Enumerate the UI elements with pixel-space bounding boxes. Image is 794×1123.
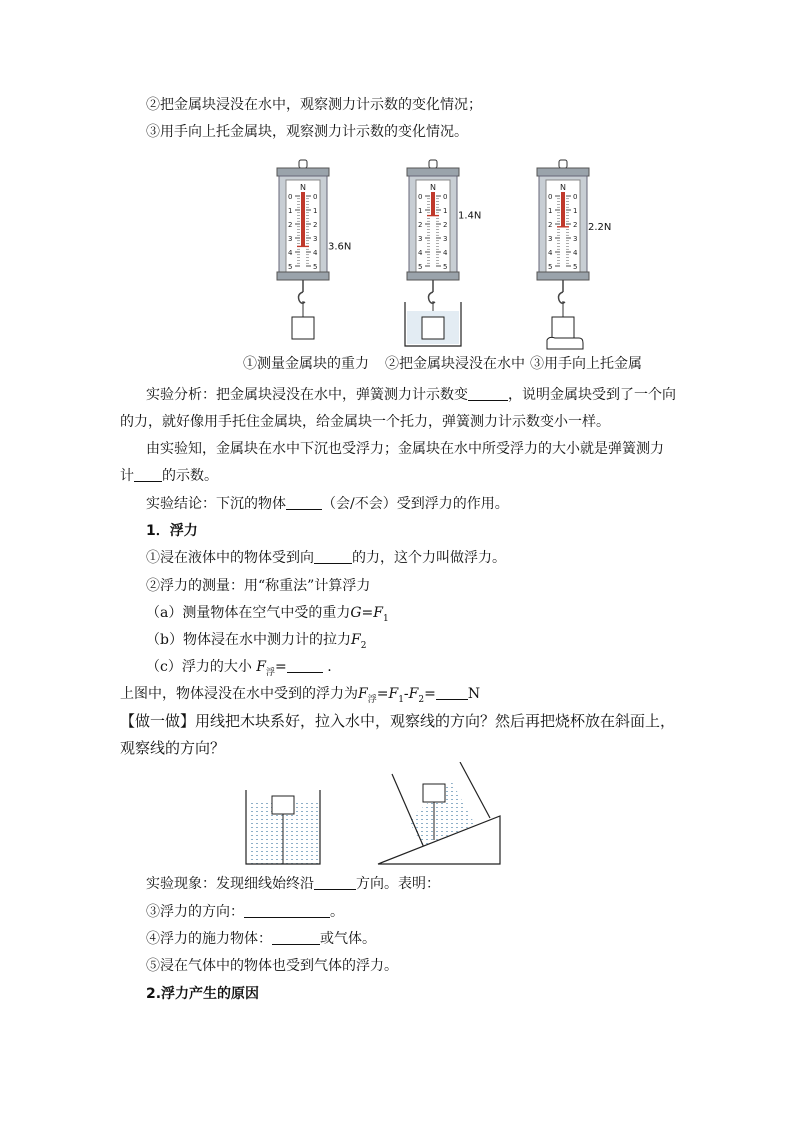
- tick-label-right: 0: [443, 193, 448, 201]
- blank-will-or-not[interactable]: [286, 495, 322, 510]
- tick-label-right: 1: [573, 207, 578, 215]
- tick-label-left: 3: [548, 235, 553, 243]
- tick-label-left: 3: [288, 235, 293, 243]
- tick-label-right: 2: [443, 221, 448, 229]
- step-3: ③用手向上托金属块，观察测力计示数的变化情况。: [146, 124, 468, 140]
- tick-label-left: 5: [548, 263, 553, 271]
- tick-label-right: 1: [443, 207, 448, 215]
- unit-label: N: [430, 183, 436, 192]
- blank-change[interactable]: [468, 386, 508, 401]
- unit-label: N: [560, 183, 566, 192]
- spring-bar: [561, 192, 565, 227]
- gas-buoyancy: ⑤浸在气体中的物体也受到气体的浮力。: [146, 958, 398, 974]
- tick-label-left: 4: [288, 249, 293, 257]
- beaker-figure: [0, 762, 794, 872]
- tick-label-left: 0: [288, 193, 293, 201]
- phenomenon-line: 实验现象：发现细线始终沿 方向。表明：: [146, 876, 440, 892]
- caption-2: ②把金属块浸没在水中: [385, 356, 525, 372]
- tick-label-right: 3: [573, 235, 578, 243]
- tick-label-right: 5: [443, 263, 448, 271]
- tick-label-left: 1: [418, 207, 423, 215]
- tick-label-right: 2: [573, 221, 578, 229]
- blank-source[interactable]: [272, 930, 320, 945]
- blank-buoyancy-direction[interactable]: [244, 903, 330, 918]
- beaker-upright: [246, 790, 320, 864]
- tick-label-right: 2: [313, 221, 318, 229]
- tick-label-left: 0: [548, 193, 553, 201]
- tick-label-left: 0: [418, 193, 423, 201]
- tick-label-right: 3: [443, 235, 448, 243]
- tick-label-right: 0: [313, 193, 318, 201]
- metal-block: [292, 317, 314, 339]
- spring-scale-2: [405, 160, 481, 346]
- reading-label: 1.4N: [458, 210, 482, 222]
- blank-reading[interactable]: [134, 467, 162, 482]
- tick-label-right: 4: [313, 249, 318, 257]
- reading-label: 2.2N: [588, 221, 612, 233]
- do-it-line-2: 观察线的方向？: [120, 739, 226, 757]
- tick-label-right: 3: [313, 235, 318, 243]
- reading-label: 3.6N: [328, 241, 352, 253]
- spring-scale-3: [537, 160, 611, 349]
- hand-icon: [547, 337, 583, 349]
- buoyancy-definition: ①浸在液体中的物体受到向 的力，这个力叫做浮力。: [146, 550, 506, 566]
- tick-label-right: 4: [573, 249, 578, 257]
- tick-label-left: 2: [288, 221, 293, 229]
- tick-label-right: 5: [573, 263, 578, 271]
- tick-label-left: 1: [548, 207, 553, 215]
- spring-bar: [431, 192, 435, 216]
- do-it-line-1: 【做一做】用线把木块系好，拉入水中，观察线的方向？然后再把烧杯放在斜面上，: [120, 712, 676, 730]
- tick-label-left: 5: [288, 263, 293, 271]
- section-2-heading: 2.浮力产生的原因: [146, 986, 260, 1002]
- tick-label-left: 2: [418, 221, 423, 229]
- step-b: （b）物体浸在水中测力计的拉力$F_2$: [146, 632, 367, 651]
- hook-icon: [559, 292, 566, 303]
- blank-value[interactable]: [436, 685, 468, 700]
- conclusion: 实验结论：下沉的物体 （会/不会）受到浮力的作用。: [146, 496, 509, 512]
- metal-block-submerged: [422, 317, 444, 339]
- unit-label: N: [300, 183, 306, 192]
- tick-label-left: 1: [288, 207, 293, 215]
- hook-icon: [299, 292, 306, 303]
- step-a: （a）测量物体在空气中受的重力$G=F_1$: [146, 605, 389, 624]
- caption-3: ③用手向上托金属: [530, 356, 642, 372]
- tick-label-right: 0: [573, 193, 578, 201]
- analysis-line-3: 由实验知，金属块在水中下沉也受浮力；金属块在水中所受浮力的大小就是弹簧测力: [146, 441, 664, 457]
- step-2: ②把金属块浸没在水中，观察测力计示数的变化情况；: [146, 97, 482, 113]
- section-1-heading: 1．浮力: [146, 523, 198, 539]
- scales-layer: [0, 155, 794, 375]
- spring-scale-1: [277, 160, 351, 339]
- analysis-line-1: 实验分析：把金属块浸没在水中，弹簧测力计示数变 ，说明金属块受到了一个向: [146, 387, 676, 403]
- metal-block: [552, 317, 574, 339]
- step-c: （c）浮力的大小 $F_浮=$ .: [146, 659, 332, 678]
- tick-label-left: 4: [418, 249, 423, 257]
- buoyancy-source: ④浮力的施力物体： 或气体。: [146, 931, 376, 947]
- blank-line-direction[interactable]: [314, 875, 356, 890]
- tick-label-left: 4: [548, 249, 553, 257]
- tick-label-right: 5: [313, 263, 318, 271]
- tick-label-left: 3: [418, 235, 423, 243]
- blank-direction[interactable]: [314, 549, 352, 564]
- hook-icon: [429, 292, 436, 303]
- tick-label-left: 2: [548, 221, 553, 229]
- buoyancy-direction: ③浮力的方向： 。: [146, 904, 344, 920]
- buoyancy-calc: 上图中，物体浸没在水中受到的浮力为$F_浮=F_1-F_2= N$: [120, 686, 481, 705]
- tick-label-right: 1: [313, 207, 318, 215]
- analysis-line-2: 的力，就好像用手托住金属块，给金属块一个托力，弹簧测力计示数变小一样。: [120, 414, 610, 430]
- tick-label-left: 5: [418, 263, 423, 271]
- spring-bar: [301, 192, 305, 246]
- beaker-on-slope: [378, 762, 500, 864]
- blank-formula[interactable]: [287, 658, 323, 673]
- caption-1: ①测量金属块的重力: [243, 356, 369, 372]
- tick-label-right: 4: [443, 249, 448, 257]
- analysis-line-4: 计 的示数。: [120, 468, 218, 484]
- buoyancy-measurement: ②浮力的测量：用“称重法”计算浮力: [146, 578, 371, 594]
